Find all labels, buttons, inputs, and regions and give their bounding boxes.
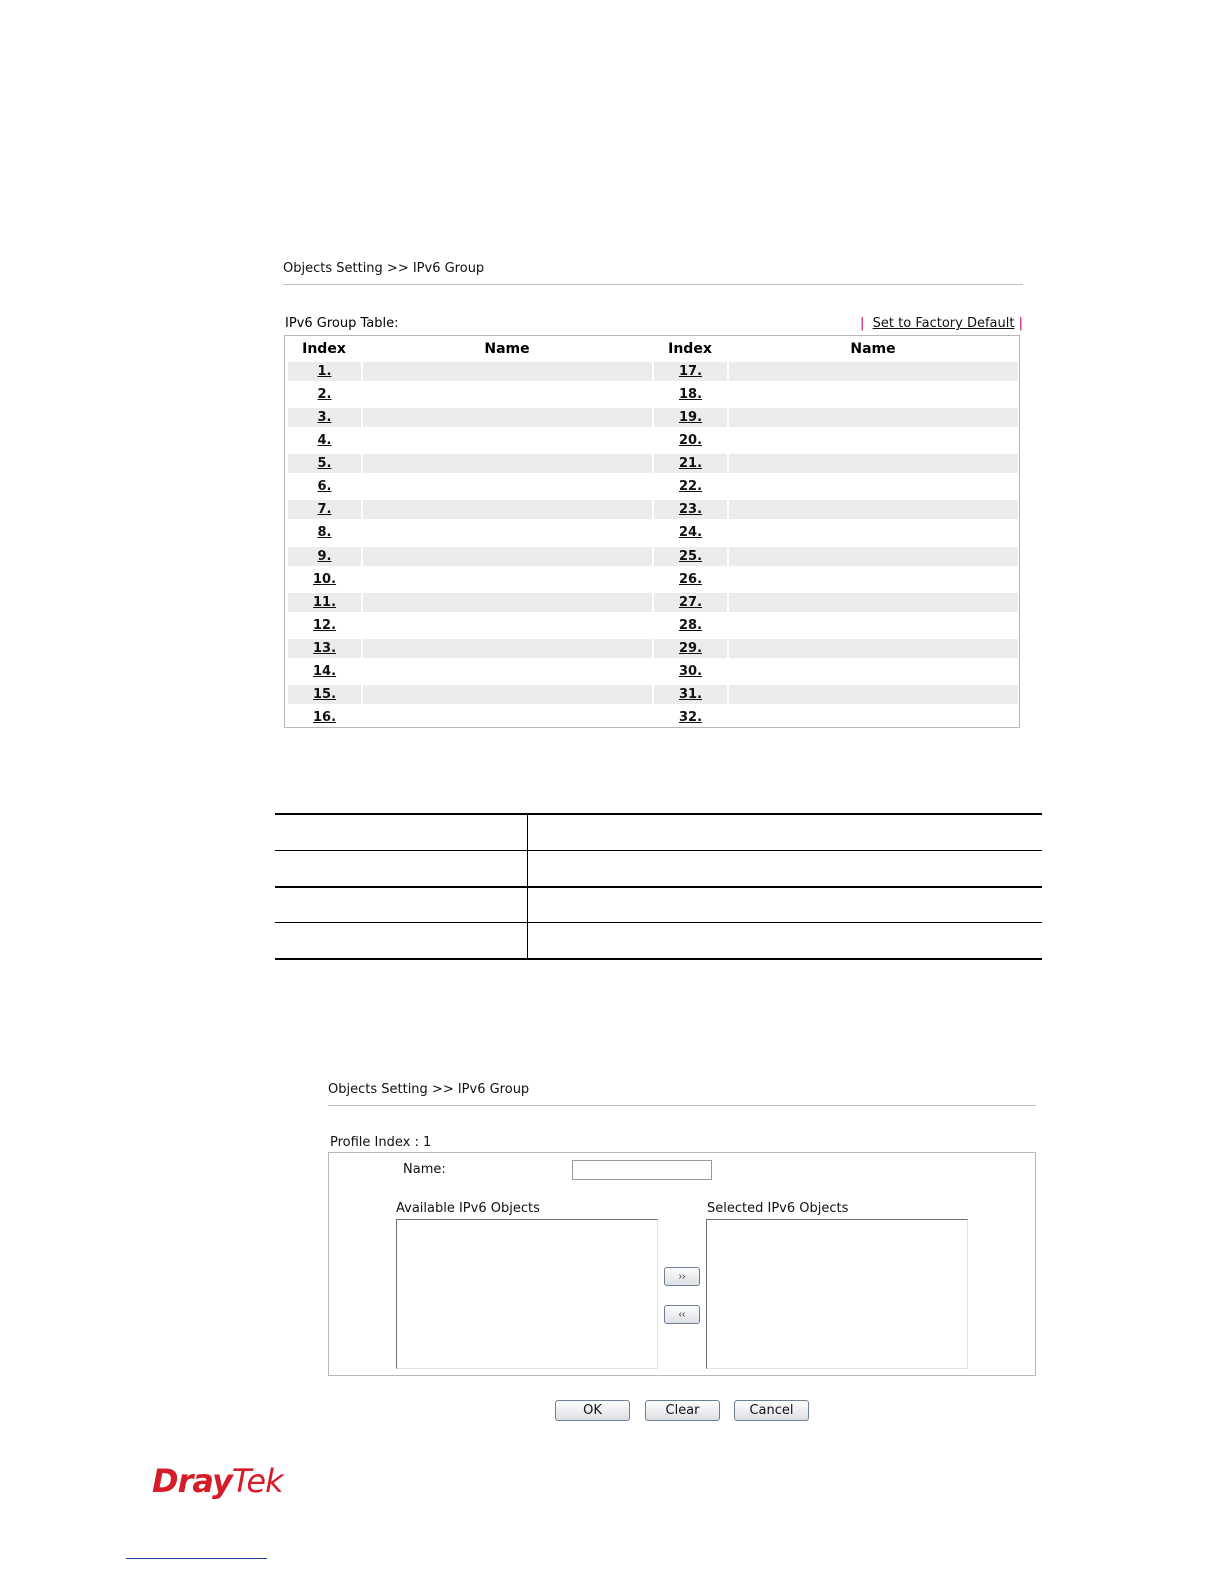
profile-index-link[interactable]: 28. — [678, 618, 703, 633]
table-caption: IPv6 Group Table: — [285, 316, 399, 331]
profile-index-link[interactable]: 23. — [678, 502, 703, 517]
group-name-cell — [363, 408, 652, 427]
group-name-cell — [363, 385, 652, 404]
index-cell — [654, 408, 727, 427]
index-cell — [288, 662, 361, 681]
index-cell — [654, 662, 727, 681]
profile-index-link[interactable]: 6. — [317, 479, 332, 494]
group-name-cell — [729, 523, 1018, 542]
group-name-cell — [363, 708, 652, 727]
group-name-cell — [729, 547, 1018, 566]
set-factory-default-link[interactable]: Set to Factory Default — [872, 316, 1015, 331]
profile-index-link[interactable]: 3. — [317, 410, 332, 425]
table-row — [288, 616, 1018, 635]
index-cell — [288, 708, 361, 727]
profile-index-link[interactable]: 24. — [678, 525, 703, 540]
index-cell — [288, 408, 361, 427]
selected-objects-label: Selected IPv6 Objects — [707, 1201, 849, 1216]
table-row — [288, 500, 1018, 519]
group-name-cell — [363, 639, 652, 658]
profile-index-link[interactable]: 19. — [678, 410, 703, 425]
profile-index-link[interactable]: 5. — [317, 456, 332, 471]
index-cell — [288, 431, 361, 450]
profile-index-link[interactable]: 15. — [312, 687, 337, 702]
breadcrumb-group-table: Objects Setting >> IPv6 Group — [283, 261, 485, 276]
profile-index-link[interactable]: 1. — [317, 364, 332, 379]
group-name-cell — [729, 662, 1018, 681]
profile-index-link[interactable]: 2. — [317, 387, 332, 402]
group-name-cell — [729, 408, 1018, 427]
table-row — [288, 454, 1018, 473]
index-cell — [288, 685, 361, 704]
index-cell — [654, 523, 727, 542]
name-input[interactable] — [572, 1160, 712, 1180]
header-index-left: Index — [302, 341, 346, 357]
profile-index-link[interactable]: 12. — [312, 618, 337, 633]
index-cell — [654, 708, 727, 727]
index-cell — [288, 523, 361, 542]
group-name-cell — [363, 500, 652, 519]
profile-index-link[interactable]: 11. — [312, 595, 337, 610]
index-cell — [654, 570, 727, 589]
profile-index-link[interactable]: 29. — [678, 641, 703, 656]
group-name-cell — [729, 362, 1018, 381]
profile-index-link[interactable]: 14. — [312, 664, 337, 679]
profile-index-link[interactable]: 25. — [678, 549, 703, 564]
profile-index-link[interactable]: 9. — [317, 549, 332, 564]
table-row — [288, 547, 1018, 566]
table-row — [288, 639, 1018, 658]
header-name-left: Name — [484, 341, 530, 357]
desc-table-row-rule — [275, 922, 1042, 923]
draytek-logo — [152, 1462, 283, 1500]
index-cell — [288, 477, 361, 496]
profile-index-link[interactable]: 13. — [312, 641, 337, 656]
table-row — [288, 408, 1018, 427]
index-cell — [288, 570, 361, 589]
group-name-cell — [363, 593, 652, 612]
group-name-cell — [729, 454, 1018, 473]
desc-table-row-rule — [275, 850, 1042, 851]
index-cell — [288, 385, 361, 404]
index-cell — [288, 362, 361, 381]
profile-index-link[interactable]: 17. — [678, 364, 703, 379]
logo-dray: Dray — [152, 1462, 232, 1500]
index-cell — [654, 616, 727, 635]
profile-index-link[interactable]: 4. — [317, 433, 332, 448]
profile-index-link[interactable]: 7. — [317, 502, 332, 517]
breadcrumb-group-edit: Objects Setting >> IPv6 Group — [328, 1082, 530, 1097]
header-index-right: Index — [668, 341, 712, 357]
index-cell — [288, 593, 361, 612]
breadcrumb-divider — [328, 1105, 1036, 1106]
group-name-cell — [729, 500, 1018, 519]
index-cell — [288, 616, 361, 635]
available-objects-list[interactable] — [396, 1219, 658, 1369]
profile-index-link[interactable]: 22. — [678, 479, 703, 494]
cancel-button[interactable]: Cancel — [734, 1400, 809, 1421]
selected-objects-list[interactable] — [706, 1219, 968, 1369]
ok-button[interactable]: OK — [555, 1400, 630, 1421]
index-cell — [654, 454, 727, 473]
profile-index-link[interactable]: 31. — [678, 687, 703, 702]
remove-object-button[interactable]: ‹‹ — [664, 1305, 700, 1324]
group-name-cell — [729, 431, 1018, 450]
clear-button[interactable]: Clear — [645, 1400, 720, 1421]
separator-right: | — [1018, 316, 1023, 331]
group-name-cell — [363, 362, 652, 381]
factory-default-area — [860, 316, 1023, 331]
footer-divider — [126, 1558, 267, 1559]
group-name-cell — [363, 547, 652, 566]
group-name-cell — [363, 454, 652, 473]
table-row — [288, 662, 1018, 681]
index-cell — [654, 639, 727, 658]
group-name-cell — [363, 685, 652, 704]
index-cell — [654, 362, 727, 381]
profile-index-link[interactable]: 32. — [678, 710, 703, 725]
profile-index-link[interactable]: 10. — [312, 572, 337, 587]
group-name-cell — [729, 385, 1018, 404]
desc-table-top-rule — [275, 813, 1042, 815]
add-object-button[interactable]: ›› — [664, 1267, 700, 1286]
profile-index-link[interactable]: 26. — [678, 572, 703, 587]
table-row — [288, 570, 1018, 589]
table-row — [288, 385, 1018, 404]
group-name-cell — [729, 639, 1018, 658]
profile-index-link[interactable]: 18. — [678, 387, 703, 402]
breadcrumb-divider — [283, 284, 1023, 285]
index-cell — [654, 500, 727, 519]
profile-index-link[interactable]: 8. — [317, 525, 332, 540]
group-name-cell — [363, 570, 652, 589]
desc-table-column-divider — [527, 815, 528, 958]
group-name-cell — [363, 477, 652, 496]
header-name-right: Name — [850, 341, 896, 357]
table-row — [288, 362, 1018, 381]
table-row — [288, 685, 1018, 704]
group-name-cell — [729, 570, 1018, 589]
desc-table-bottom-rule — [275, 958, 1042, 960]
profile-index-link[interactable]: 27. — [678, 595, 703, 610]
index-cell — [654, 431, 727, 450]
group-name-cell — [729, 616, 1018, 635]
group-name-cell — [729, 708, 1018, 727]
logo-tek: Tek — [231, 1462, 283, 1500]
index-cell — [654, 685, 727, 704]
index-cell — [654, 593, 727, 612]
group-name-cell — [729, 685, 1018, 704]
index-cell — [654, 477, 727, 496]
group-name-cell — [363, 523, 652, 542]
index-cell — [288, 547, 361, 566]
available-objects-label: Available IPv6 Objects — [396, 1201, 540, 1216]
group-name-cell — [729, 593, 1018, 612]
profile-index-label: Profile Index : 1 — [330, 1135, 432, 1150]
group-name-cell — [729, 477, 1018, 496]
profile-index-link[interactable]: 20. — [678, 433, 703, 448]
index-cell — [654, 547, 727, 566]
separator-left: | — [860, 316, 865, 331]
profile-index-link[interactable]: 21. — [678, 456, 703, 471]
profile-index-link[interactable]: 16. — [312, 710, 337, 725]
table-row — [288, 593, 1018, 612]
ipv6-group-table — [284, 335, 1020, 728]
name-label: Name: — [403, 1162, 446, 1177]
table-row — [288, 523, 1018, 542]
group-name-cell — [363, 431, 652, 450]
group-name-cell — [363, 662, 652, 681]
index-cell — [654, 385, 727, 404]
table-row — [288, 708, 1018, 727]
index-cell — [288, 639, 361, 658]
index-cell — [288, 454, 361, 473]
index-cell — [288, 500, 361, 519]
desc-table-row-rule — [275, 886, 1042, 888]
table-row — [288, 431, 1018, 450]
profile-index-link[interactable]: 30. — [678, 664, 703, 679]
table-row — [288, 477, 1018, 496]
group-name-cell — [363, 616, 652, 635]
